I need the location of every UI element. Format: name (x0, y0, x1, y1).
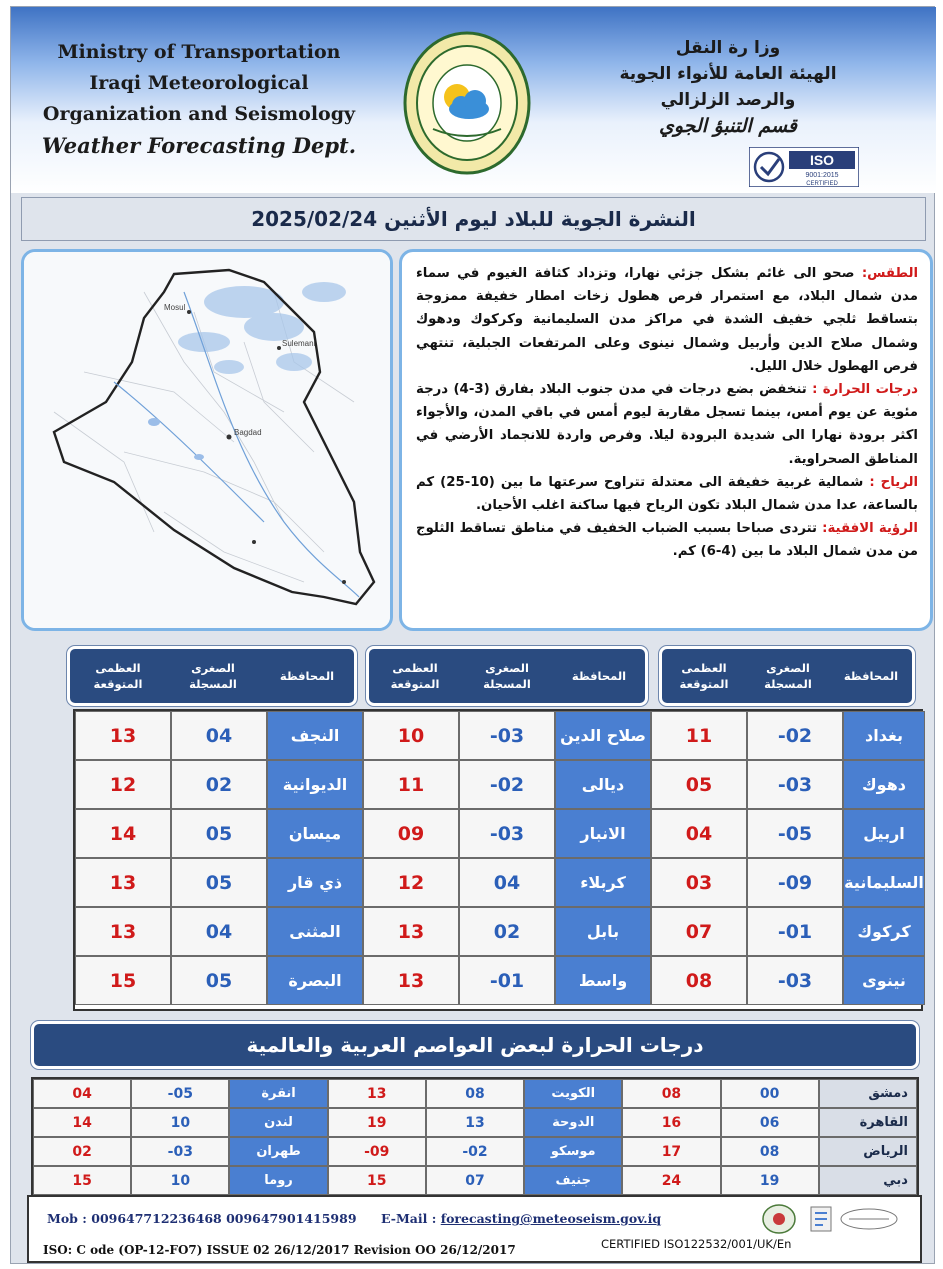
province-name-cell: اربيل (843, 809, 925, 858)
min-temp-cell: -03 (459, 711, 555, 760)
min-temp-cell: 05 (171, 956, 267, 1005)
province-name-cell: ذي قار (267, 858, 363, 907)
header (11, 7, 936, 193)
visibility-label: الرؤية الافقية: (822, 521, 918, 537)
province-name-cell: ديالى (555, 760, 651, 809)
min-temp-cell: -03 (747, 760, 843, 809)
map-label-baghdad: Bagdad (234, 428, 262, 437)
footer-iso-code: ISO: C ode (OP-12-FO7) ISSUE 02 26/12/2017 Revision OO 26/12/2017 (43, 1243, 516, 1257)
min-temp-cell: -01 (459, 956, 555, 1005)
weather-paragraph (416, 262, 918, 378)
province-header-group-1 (659, 646, 915, 706)
province-name-cell: ميسان (267, 809, 363, 858)
capital-name-cell: القاهرة (819, 1108, 917, 1137)
capital-name-cell: الرياض (819, 1137, 917, 1166)
ministry-name-en: Ministry of Transportation (57, 41, 341, 63)
capital-max-cell: 02 (33, 1137, 131, 1166)
footer-certified: CERTIFIED ISO122532/001/UK/En (601, 1237, 792, 1251)
province-name-cell: الانبار (555, 809, 651, 858)
max-temp-cell: 14 (75, 809, 171, 858)
ministry-name-ar: وزا رة النقل (675, 38, 781, 58)
province-name-cell: صلاح الدين (555, 711, 651, 760)
max-col-header: العظمى المتوقعة (390, 661, 440, 691)
bulletin-title: النشرة الجوية للبلاد ليوم الأثنين 2025/02/24 (251, 207, 696, 231)
min-temp-cell: 04 (459, 858, 555, 907)
max-temp-cell: 12 (363, 858, 459, 907)
capital-max-cell: 15 (33, 1166, 131, 1195)
capital-min-cell: 08 (721, 1137, 819, 1166)
province-name-cell: بابل (555, 907, 651, 956)
capitals-title-bar (31, 1021, 919, 1069)
capital-name-cell: جنيف (524, 1166, 622, 1195)
capital-min-cell: 00 (721, 1079, 819, 1108)
dept-name-en: Weather Forecasting Dept. (41, 133, 357, 158)
capitals-title: درجات الحرارة لبعض العواصم العربية والعالمية (246, 1033, 704, 1057)
max-temp-cell: 15 (75, 956, 171, 1005)
province-header-group-3 (67, 646, 357, 706)
min-temp-cell: 04 (171, 907, 267, 956)
capital-min-cell: 08 (426, 1079, 524, 1108)
capital-max-cell: -09 (328, 1137, 426, 1166)
capital-name-cell: لندن (229, 1108, 327, 1137)
header-english (39, 37, 359, 161)
header-arabic (598, 35, 858, 139)
min-col-header: الصغرى المسجلة (189, 661, 237, 691)
min-temp-cell: -05 (747, 809, 843, 858)
temperature-label: درجات الحرارة : (812, 382, 918, 398)
min-temp-cell: -02 (459, 760, 555, 809)
capital-max-cell: 08 (622, 1079, 720, 1108)
capital-max-cell: 16 (622, 1108, 720, 1137)
province-name-cell: واسط (555, 956, 651, 1005)
wind-label: الرياح : (869, 474, 919, 490)
min-temp-cell: 05 (171, 858, 267, 907)
capital-min-cell: -05 (131, 1079, 229, 1108)
province-name-cell: كربلاء (555, 858, 651, 907)
max-temp-cell: 09 (363, 809, 459, 858)
min-col-header: الصغرى المسجلة (764, 661, 812, 691)
max-temp-cell: 05 (651, 760, 747, 809)
footer-mobile: Mob : 009647712236468 009647901415989 (47, 1211, 357, 1226)
province-name-cell: الديوانية (267, 760, 363, 809)
wind-text: شمالية غربية خفيفة الى معتدلة تتراوح سرعتها ما بين (10-25) كم بالساعة، عدا مدن شمال البلاد تكون الرياح فيها ساكنة اغلب الأحيان. (416, 474, 918, 514)
capital-min-cell: 19 (721, 1166, 819, 1195)
iso-sub: 9001:2015 (805, 172, 839, 179)
min-temp-cell: -01 (747, 907, 843, 956)
provinces-table (73, 709, 923, 1011)
province-name-cell: السليمانية (843, 858, 925, 907)
province-name-cell: بغداد (843, 711, 925, 760)
temperature-paragraph (416, 378, 918, 471)
capital-min-cell: 10 (131, 1108, 229, 1137)
province-name-cell: البصرة (267, 956, 363, 1005)
province-col-header: المحافظة (571, 669, 627, 683)
org-name-ar-2: والرصد الزلزالي (660, 90, 796, 110)
min-temp-cell: -02 (747, 711, 843, 760)
max-temp-cell: 12 (75, 760, 171, 809)
province-col-header: المحافظة (279, 669, 335, 683)
map-label-mosul: Mosul (164, 303, 186, 312)
max-col-header: العظمى المتوقعة (679, 661, 729, 691)
capital-name-cell: طهران (229, 1137, 327, 1166)
province-name-cell: النجف (267, 711, 363, 760)
max-temp-cell: 03 (651, 858, 747, 907)
visibility-paragraph (416, 517, 918, 563)
capital-name-cell: الكويت (524, 1079, 622, 1108)
email-link[interactable]: forecasting@meteoseism.gov.iq (440, 1211, 662, 1226)
visibility-text: تتردى صباحا بسبب الضباب الخفيف في مناطق تساقط الثلوج من مدن شمال البلاد ما بين (4-6) كم. (416, 521, 918, 560)
max-temp-cell: 13 (75, 907, 171, 956)
iso-cert: CERTIFIED (806, 181, 838, 187)
organization-logo-seal-icon (403, 31, 531, 175)
capital-max-cell: 24 (622, 1166, 720, 1195)
min-temp-cell: 02 (171, 760, 267, 809)
capital-max-cell: 13 (328, 1079, 426, 1108)
org-name-en-1: Iraqi Meteorological (89, 72, 309, 94)
max-temp-cell: 13 (363, 956, 459, 1005)
capitals-table (31, 1077, 919, 1195)
max-temp-cell: 11 (651, 711, 747, 760)
min-temp-cell: -09 (747, 858, 843, 907)
max-temp-cell: 11 (363, 760, 459, 809)
capital-min-cell: 13 (426, 1108, 524, 1137)
capital-max-cell: 15 (328, 1166, 426, 1195)
min-col-header: الصغرى المسجلة (483, 661, 531, 691)
max-temp-cell: 13 (75, 711, 171, 760)
capital-min-cell: 10 (131, 1166, 229, 1195)
min-temp-cell: -03 (459, 809, 555, 858)
dept-name-ar: قسم التنبؤ الجوي (658, 115, 797, 137)
capital-name-cell: دبي (819, 1166, 917, 1195)
min-temp-cell: 05 (171, 809, 267, 858)
capital-name-cell: الدوحة (524, 1108, 622, 1137)
weather-text: صحو الى غائم بشكل جزئي نهارا، وتزداد كثافة الغيوم في سماء مدن شمال البلاد، مع استمرار فرص هطول زخات امطار خفيفة ممزوجة بتساقط ثلجي خفيف الشدة في مراكز مدن السليمانية وكركوك ودهوك وشمال صلاح الدين وأربيل وشمال نينوى وعلى المرتفعات الجبلية، تنتهي فرص الهطول خلال الليل. (416, 266, 918, 374)
mobile-numbers: 009647712236468 009647901415989 (91, 1211, 357, 1226)
capital-name-cell: دمشق (819, 1079, 917, 1108)
temperature-text: تنخفض بضع درجات في مدن جنوب البلاد بفارق (3-4) درجة مئوية عن يوم أمس، بينما تسجل مقاربة ليوم أمس في باقي المدن، والأجواء اكثر برودة نهارا الى شديدة البرودة ليلا. وفرص واردة للانجماد الأرضي في المناطق الصحراوية. (416, 382, 918, 467)
capital-min-cell: 07 (426, 1166, 524, 1195)
capital-name-cell: انقرة (229, 1079, 327, 1108)
capital-max-cell: 04 (33, 1079, 131, 1108)
capital-min-cell: -02 (426, 1137, 524, 1166)
province-name-cell: كركوك (843, 907, 925, 956)
capital-max-cell: 19 (328, 1108, 426, 1137)
capital-min-cell: -03 (131, 1137, 229, 1166)
max-temp-cell: 07 (651, 907, 747, 956)
min-temp-cell: -03 (747, 956, 843, 1005)
capital-max-cell: 14 (33, 1108, 131, 1137)
org-name-ar-1: الهيئة العامة للأنواء الجوية (619, 64, 837, 84)
forecast-text (399, 249, 933, 631)
map-label-sulemani: Sulemani (282, 339, 316, 348)
max-temp-cell: 13 (75, 858, 171, 907)
iraq-map-icon (24, 252, 390, 628)
footer-email: E-Mail : forecasting@meteoseism.gov.iq (381, 1211, 662, 1226)
province-col-header: المحافظة (843, 669, 899, 683)
min-temp-cell: 02 (459, 907, 555, 956)
footer-certification-logos-icon (759, 1203, 909, 1235)
weather-label: الطقس: (861, 266, 918, 281)
province-name-cell: نينوى (843, 956, 925, 1005)
bulletin-title-bar (21, 197, 926, 241)
iso-text: ISO (809, 152, 835, 168)
max-temp-cell: 04 (651, 809, 747, 858)
province-name-cell: المثنى (267, 907, 363, 956)
max-temp-cell: 08 (651, 956, 747, 1005)
capital-max-cell: 17 (622, 1137, 720, 1166)
capital-name-cell: موسكو (524, 1137, 622, 1166)
capital-min-cell: 06 (721, 1108, 819, 1137)
weather-map (21, 249, 393, 631)
bulletin-page (10, 6, 935, 1264)
province-name-cell: دهوك (843, 760, 925, 809)
iso-certified-badge-icon (749, 147, 859, 187)
max-temp-cell: 13 (363, 907, 459, 956)
max-col-header: العظمى المتوقعة (93, 661, 143, 691)
max-temp-cell: 10 (363, 711, 459, 760)
org-name-en-2: Organization and Seismology (42, 103, 356, 125)
footer (27, 1195, 922, 1263)
min-temp-cell: 04 (171, 711, 267, 760)
wind-paragraph (416, 471, 918, 517)
capital-name-cell: روما (229, 1166, 327, 1195)
province-header-group-2 (366, 646, 648, 706)
